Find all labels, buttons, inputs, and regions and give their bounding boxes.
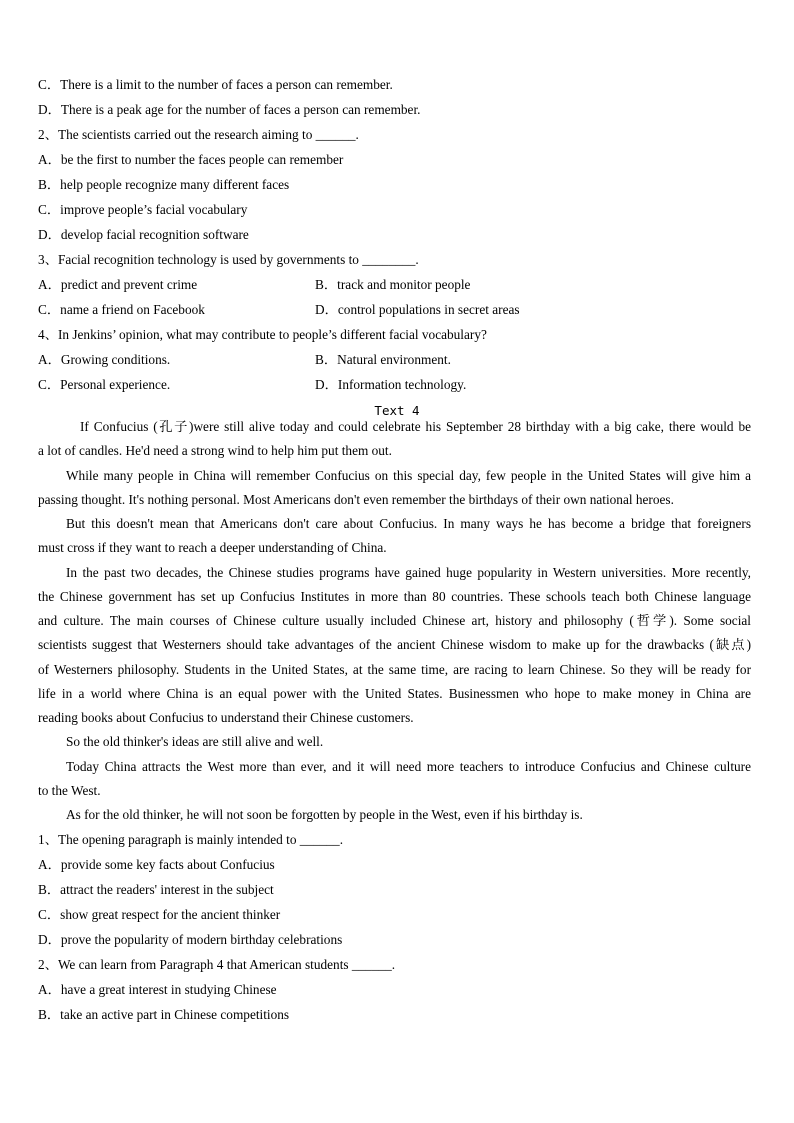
passage-line: If Confucius (孔子)were still alive today and could celebrate his September 28 birthday with a big cake, there would be (80, 419, 751, 434)
passage (38, 415, 751, 827)
passage-line: the Chinese government has set up Confucius Institutes in more than 80 countries. These schools teach both Chinese language (38, 588, 751, 604)
question-line: 2、The scientists carried out the research aiming to ______. (38, 127, 359, 142)
option-line: A．have a great interest in studying Chinese (38, 982, 277, 997)
passage-line: But this doesn't mean that Americans don't care about Confucius. In many ways he has become a bridge that foreigners (66, 516, 751, 531)
option-row (38, 347, 751, 372)
option: A．predict and prevent crime (38, 277, 198, 292)
passage-line: So the old thinker's ideas are still alive and well. (66, 734, 324, 750)
passage-line: passing thought. It's nothing personal. Most Americans don't even remember the birthdays of their own national heroes. (38, 491, 674, 507)
passage-line: While many people in China will remember Confucius on this special day, few people in the United States will give him a (66, 467, 751, 483)
question-line: 3、Facial recognition technology is used by governments to ________. (38, 252, 419, 267)
option-line: A．be the first to number the faces people can remember (38, 152, 344, 167)
option-line: B．attract the readers' interest in the subject (38, 882, 274, 897)
option-line: D．prove the popularity of modern birthday celebrations (38, 932, 343, 947)
question-line: 4、In Jenkins’ opinion, what may contribute to people’s different facial vocabulary? (38, 327, 487, 342)
passage-line: to the West. (38, 782, 101, 798)
questions-bottom (38, 827, 751, 1027)
option: B．Natural environment. (315, 352, 451, 367)
passage-line: scientists suggest that Westerners should take advantages of the ancient Chinese wisdom to make up for the drawbacks (缺点) (38, 637, 751, 653)
passage-line: a lot of candles. He'd need a strong wind to help him put them out. (38, 443, 392, 459)
question-line: 1、The opening paragraph is mainly intended to ______. (38, 832, 344, 847)
passage-line: As for the old thinker, he will not soon be forgotten by people in the West, even if his birthday is. (66, 807, 583, 822)
passage-line: of Westerners philosophy. Students in the United States, at the same time, are racing to learn Chinese. So they will be ready for (38, 661, 751, 677)
option-line: D．There is a peak age for the number of faces a person can remember. (38, 102, 421, 117)
option-row (38, 272, 751, 297)
option: D．Information technology. (315, 377, 467, 392)
passage-line: and culture. The main courses of Chinese culture usually included Chinese art, history and philosophy (哲学). Some social (38, 613, 751, 628)
questions-top (38, 72, 751, 397)
option: C．name a friend on Facebook (38, 302, 205, 317)
passage-line: must cross if they want to reach a deeper understanding of China. (38, 540, 387, 556)
option-line: B．help people recognize many different faces (38, 177, 290, 192)
option-line: A．provide some key facts about Confucius (38, 857, 275, 872)
option: A．Growing conditions. (38, 352, 171, 367)
passage-line: reading books about Confucius to understand their Chinese customers. (38, 710, 414, 725)
option-row (38, 372, 751, 397)
passage-line: life in a world where China is an equal power with the United States. Businessmen who hope to make money in China are (38, 685, 751, 701)
option-line: C．There is a limit to the number of faces a person can remember. (38, 77, 393, 92)
option-line: B．take an active part in Chinese competitions (38, 1007, 290, 1022)
passage-line: Today China attracts the West more than ever, and it will need more teachers to introduce Confucius and Chinese culture (66, 758, 751, 774)
section-title: Text 4 (374, 403, 420, 418)
passage-line: In the past two decades, the Chinese studies programs have gained huge popularity in Western universities. More recently, (66, 564, 751, 580)
option-line: C．show great respect for the ancient thinker (38, 907, 281, 922)
option: D．control populations in secret areas (315, 302, 520, 317)
option-line: D．develop facial recognition software (38, 227, 249, 242)
option-row (38, 297, 751, 322)
question-line: 2、We can learn from Paragraph 4 that American students ______. (38, 957, 396, 972)
option: B．track and monitor people (315, 277, 471, 292)
option-line: C．improve people’s facial vocabulary (38, 202, 248, 217)
option: C．Personal experience. (38, 377, 171, 392)
